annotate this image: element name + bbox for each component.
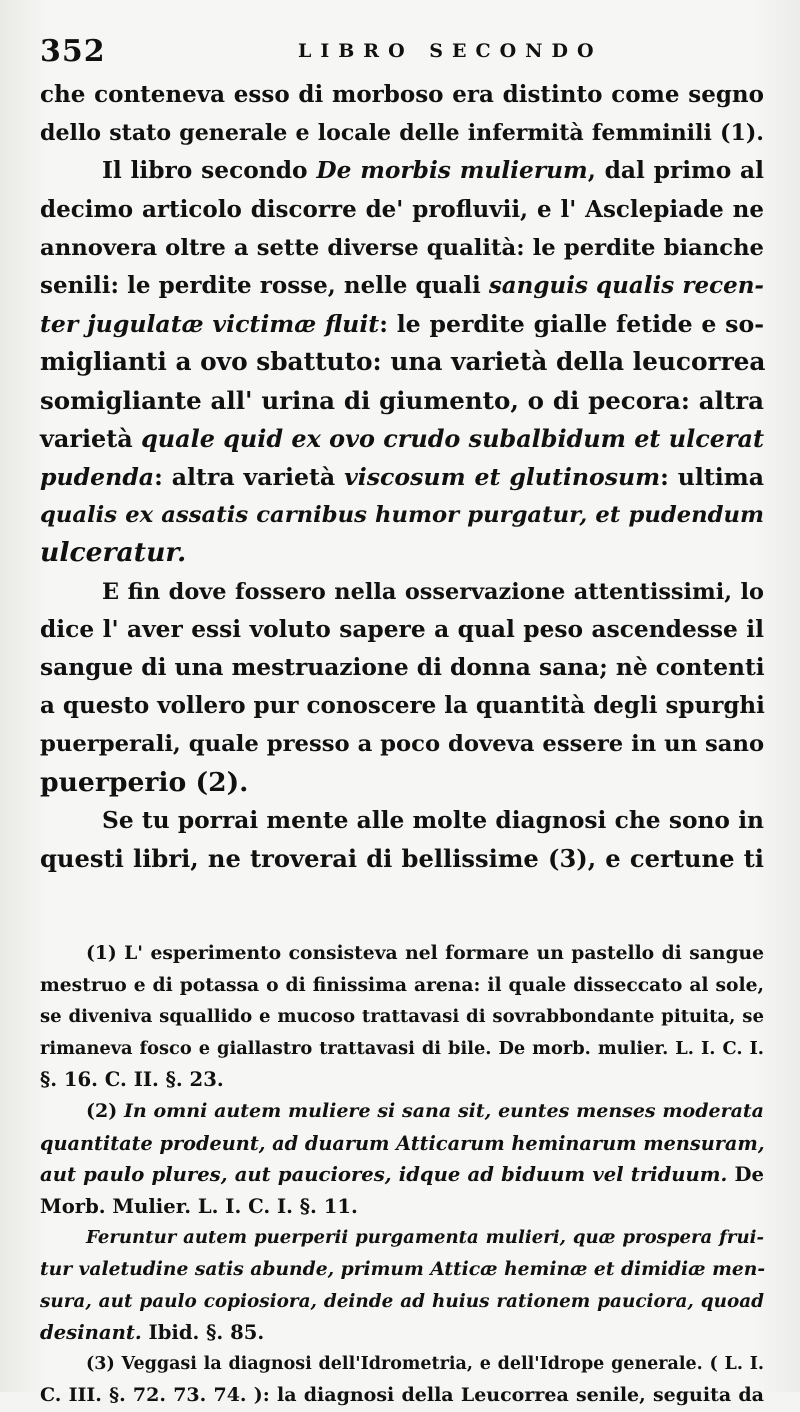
italic-span: Feruntur autem puerperii purgamenta mulieri, quæ prospera frui- bbox=[86, 1227, 764, 1249]
italic-span: pudenda bbox=[40, 463, 155, 492]
footnote-line: C. III. §. 72. 73. 74. ): la diagnosi della Leucorrea senile, seguita da bbox=[40, 1384, 764, 1407]
text-line: annovera oltre a sette diverse qualità: le perdite bianche bbox=[40, 234, 764, 261]
italic-span: quale quid ex ovo crudo subalbidum et ulcerat bbox=[141, 424, 765, 453]
text-span: Ibid. §. 85. bbox=[141, 1321, 265, 1345]
text-line bbox=[40, 458, 764, 496]
text-line: decimo articolo discorre de' profluvii, e l' Asclepiade ne bbox=[40, 195, 764, 223]
text-line: sangue di una mestruazione di donna sana; nè contenti bbox=[40, 654, 765, 682]
text-line: dello stato generale e locale delle infermità femminili (1). bbox=[40, 120, 764, 147]
italic-span: desinant. bbox=[40, 1321, 142, 1345]
italic-span: quantitate prodeunt, ad duarum Atticarum heminarum mensuram, bbox=[40, 1131, 765, 1155]
page-number: 352 bbox=[40, 34, 106, 69]
footnote-line: rimaneva fosco e giallastro trattavasi di bile. De morb. mulier. L. I. C. I. bbox=[40, 1037, 764, 1059]
footnote-line bbox=[40, 1286, 764, 1318]
text-line: E fin dove fossero nella osservazione attentissimi, lo bbox=[102, 578, 764, 605]
text-span: : ultima bbox=[660, 463, 764, 492]
text-line: Se tu porrai mente alle molte diagnosi che sono in bbox=[102, 806, 764, 834]
text-line: miglianti a ovo sbattuto: una varietà della leucorrea bbox=[40, 347, 766, 377]
italic-span: aut paulo plures, aut pauciores, idque ad biduum vel triduum. bbox=[40, 1163, 728, 1187]
text-span: (2) bbox=[86, 1099, 124, 1122]
text-line: a questo vollero pur conoscere la quantità degli spurghi bbox=[40, 692, 765, 720]
text-line bbox=[40, 420, 764, 458]
italic-span: In omni autem muliere si sana sit, euntes menses moderata bbox=[124, 1099, 764, 1122]
italic-span: viscosum et glutinosum bbox=[344, 463, 661, 492]
text-line bbox=[40, 496, 764, 534]
text-line bbox=[40, 267, 764, 305]
text-line bbox=[40, 305, 764, 343]
text-line: dice l' aver essi voluto sapere a qual peso ascendesse il bbox=[40, 615, 764, 643]
footnote-line: mestruo e di potassa o di finissima arena: il quale disseccato al sole, bbox=[40, 973, 764, 996]
footnote-line bbox=[40, 1128, 764, 1160]
text-line: che conteneva esso di morboso era distinto come segno bbox=[40, 81, 764, 108]
footnote-line: se diveniva squallido e mucoso trattavasi di sovrabbondante pituita, se bbox=[40, 1006, 764, 1028]
footnote-line bbox=[40, 1222, 764, 1254]
running-head: LIBRO SECONDO bbox=[298, 40, 603, 62]
footnote-line bbox=[40, 1096, 764, 1128]
italic-span: sura, aut paulo copiosiora, deinde ad huius rationem pauciora, quoad bbox=[40, 1290, 764, 1312]
italic-span: ulceratur. bbox=[40, 537, 187, 569]
text-span: : le perdite gialle fetide e so- bbox=[379, 310, 764, 339]
text-line bbox=[40, 152, 764, 190]
text-span: , dal primo al bbox=[587, 157, 764, 185]
text-line bbox=[40, 534, 764, 572]
text-span: varietà bbox=[40, 424, 142, 453]
text-span: : altra varietà bbox=[154, 463, 345, 492]
text-line: puerperio (2). bbox=[40, 766, 249, 798]
footnote-line: (1) L' esperimento consisteva nel formare un pastello di sangue bbox=[86, 942, 764, 964]
text-span: Il libro secondo bbox=[102, 157, 317, 185]
text-span: senili: le perdite rosse, nelle quali bbox=[40, 272, 489, 300]
text-line: questi libri, ne troverai di bellissime (3), e certune ti bbox=[40, 844, 764, 874]
footnote-line: (3) Veggasi la diagnosi dell'Idrometria, e dell'Idrope generale. ( L. I. bbox=[86, 1353, 764, 1374]
footnotes bbox=[40, 938, 764, 1412]
main-text bbox=[40, 76, 764, 878]
footnote-line bbox=[40, 1317, 764, 1349]
italic-span: sanguis qualis recen- bbox=[488, 272, 764, 300]
footnote-line: Morb. Mulier. L. I. C. I. §. 11. bbox=[40, 1194, 358, 1218]
footnote-line: §. 16. C. II. §. 23. bbox=[40, 1068, 224, 1092]
italic-span: qualis ex assatis carnibus humor purgatur, et pudendum bbox=[40, 502, 764, 529]
text-line: puerperali, quale presso a poco doveva essere in un sano bbox=[40, 731, 765, 758]
text-span: De bbox=[727, 1163, 764, 1187]
page-header bbox=[40, 34, 760, 74]
text-line: somigliante all' urina di giumento, o di pecora: altra bbox=[40, 385, 764, 415]
italic-span: De morbis mulierum bbox=[316, 157, 588, 185]
footnote-line bbox=[40, 1159, 764, 1191]
footnote-line bbox=[40, 1254, 764, 1286]
italic-span: ter jugulatæ victimæ fluit bbox=[40, 310, 380, 339]
italic-span: tur valetudine satis abunde, primum Atticæ heminæ et dimidiæ men- bbox=[40, 1257, 766, 1280]
